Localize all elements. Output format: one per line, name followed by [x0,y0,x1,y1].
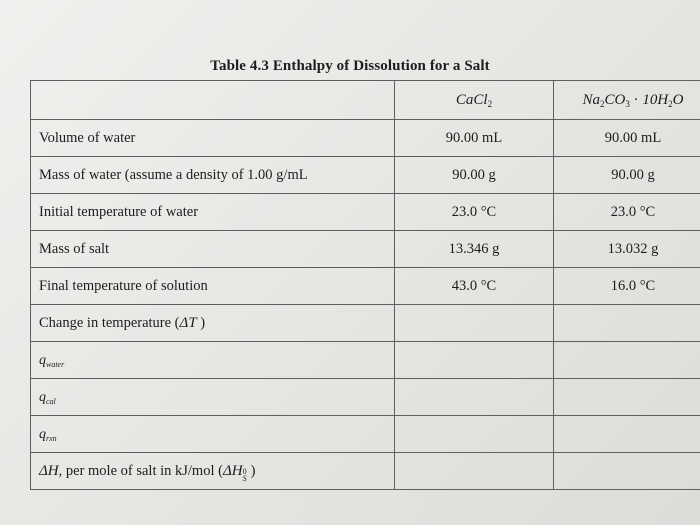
row-label: Initial temperature of water [31,194,395,231]
empty-cell[interactable] [395,379,554,416]
header-cacl2: CaCl$_2$ [395,81,554,120]
row-label: Mass of water (assume a density of 1.00 g/mL [31,157,395,194]
empty-cell[interactable] [554,453,700,490]
table-row-q-cal [31,379,700,416]
table-row [31,231,700,268]
table-row [31,157,700,194]
empty-cell[interactable] [554,416,700,453]
empty-cell[interactable] [395,342,554,379]
empty-cell[interactable] [554,379,700,416]
enthalpy-table [30,80,700,490]
table-row [31,194,700,231]
cacl2-value: 90.00 mL [395,120,554,157]
row-label: Final temperature of solution [31,268,395,305]
table-row-delta-h [31,453,700,490]
q-cal-label: $q_{cal}$ [31,379,395,416]
table-row [31,120,700,157]
header-row [31,81,700,120]
table-row [31,268,700,305]
row-label: Volume of water [31,120,395,157]
cacl2-value: 90.00 g [395,157,554,194]
cacl2-value: 13.346 g [395,231,554,268]
row-label: Mass of salt [31,231,395,268]
na2co3-value: 90.00 g [554,157,700,194]
table-title-text: Enthalpy of Dissolution for a Salt [272,58,490,74]
empty-cell[interactable] [395,453,554,490]
empty-cell[interactable] [395,305,554,342]
na2co3-value: 13.032 g [554,231,700,268]
table-title [0,58,700,75]
na2co3-value: 90.00 mL [554,120,700,157]
q-rxn-label: $q_{rxn}$ [31,416,395,453]
table-number: Table 4.3 [210,58,269,74]
cacl2-value: 43.0 °C [395,268,554,305]
empty-cell[interactable] [395,416,554,453]
cacl2-value: 23.0 °C [395,194,554,231]
header-blank-cell [31,81,395,120]
header-na2co3: $Na_2CO_3 \cdot 10H_2O$ [554,81,700,120]
q-water-label: $q_{water}$ [31,342,395,379]
na2co3-value: 23.0 °C [554,194,700,231]
empty-cell[interactable] [554,305,700,342]
table-row-q-rxn [31,416,700,453]
delta-h-label: ΔH, per mole of salt in kJ/mol (ΔH 0 S ) [31,453,395,490]
delta-t-label: Change in temperature (ΔT ) [31,305,395,342]
empty-cell[interactable] [554,342,700,379]
table-row-q-water [31,342,700,379]
na2co3-value: 16.0 °C [554,268,700,305]
table-row-delta-t [31,305,700,342]
